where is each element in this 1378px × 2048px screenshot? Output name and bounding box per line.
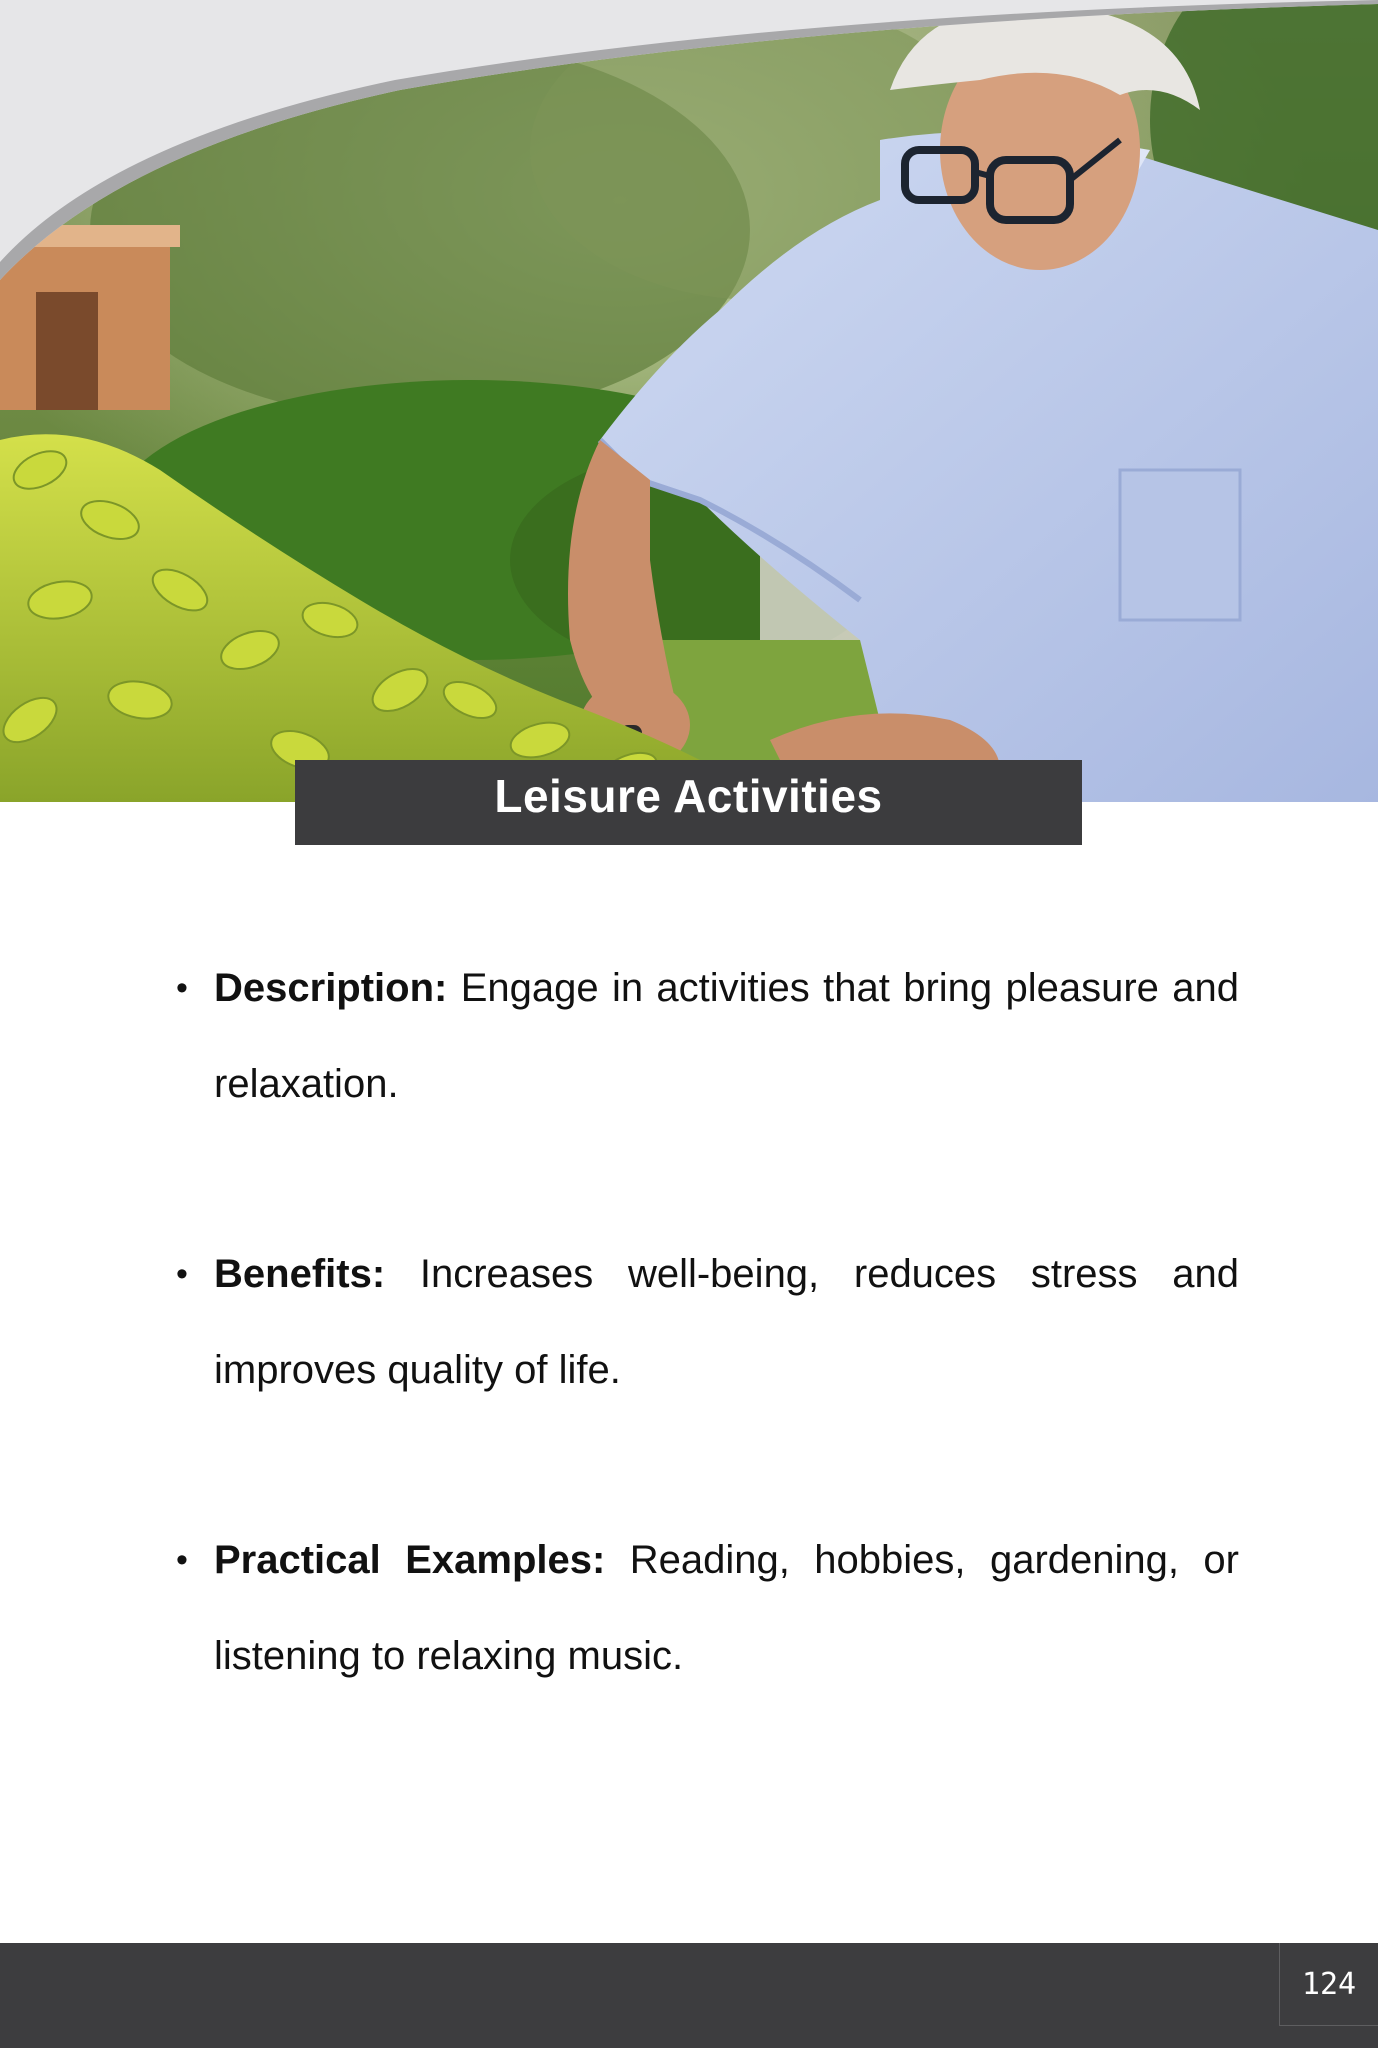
page-number: 124 <box>1301 1966 1357 2002</box>
bullet-icon: • <box>176 1255 188 1293</box>
bullet-list <box>176 940 1239 1798</box>
bullet-text: Increases well-being, reduces stress and improves quality of life. <box>214 1252 1239 1392</box>
bullet-item-benefits <box>176 1226 1239 1418</box>
bullet-icon: • <box>176 969 188 1007</box>
footer-bar <box>0 1943 1378 2048</box>
bullet-label: Description: <box>214 966 448 1010</box>
bullet-label: Benefits: <box>214 1252 386 1296</box>
bullet-item-practical-examples <box>176 1512 1239 1704</box>
title-banner <box>295 760 1082 845</box>
bullet-text: Engage in activities that bring pleasure and relaxation. <box>214 966 1239 1106</box>
bullet-label: Practical Examples: <box>214 1538 606 1582</box>
bullet-text: Reading, hobbies, gardening, or listening to relaxing music. <box>214 1538 1239 1678</box>
bullet-item-description <box>176 940 1239 1132</box>
page-number-box <box>1279 1943 1378 2026</box>
hero-photo <box>0 0 1378 802</box>
page-title: Leisure Activities <box>494 769 883 822</box>
bullet-icon: • <box>176 1541 188 1579</box>
